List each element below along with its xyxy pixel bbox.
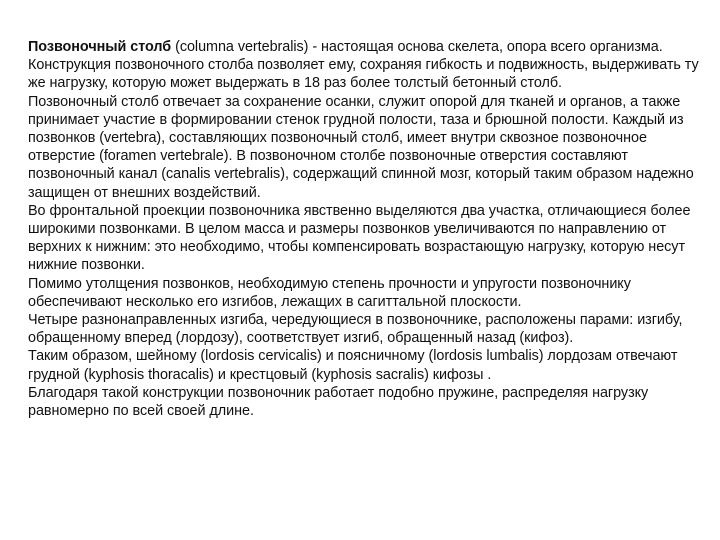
paragraph-intro-text: (columna vertebralis) - настоящая основа скелета, опора всего организма. Конструкция позвоночного столба позволяет ему, сохраняя гибкость и подвижность, выдерживать ту же нагрузку, которую может выдержать в 18 раз более толстый бетонный столб.	[28, 39, 699, 92]
term-spinal-column: Позвоночный столб	[28, 39, 172, 55]
paragraph-curves-strength: Помимо утолщения позвонков, необходимую степень прочности и упругости позвоночнику обеспечивают несколько его изгибов, лежащих в сагиттальной плоскости.	[28, 275, 631, 310]
document-text	[28, 38, 708, 420]
paragraph-four-curves: Четыре разнонаправленных изгиба, чередующиеся в позвоночнике, расположены парами: изгибу, обращенному вперед (лордозу), соответствует изгиб, обращенный назад (кифоз).	[28, 312, 683, 347]
paragraph-intro	[28, 38, 708, 93]
paragraph-lordosis-kyphosis: Таким образом, шейному (lordosis cervicalis) и поясничному (lordosis lumbalis) лордозам отвечают грудной (kyphosis thoracalis) и крестцовый (kyphosis sacralis) кифозы .	[28, 348, 678, 383]
paragraph-function: Позвоночный столб отвечает за сохранение осанки, служит опорой для тканей и органов, а также принимает участие в формировании стенок грудной полости, таза и брюшной полости. Каждый из позвонков (vertebra), составляющих позвоночный столб, имеет внутри сквозное позвоночное отверстие (foramen vertebrale). В позвоночном столбе позвоночные отверстия составляют позвоночный канал (canalis vertebralis), содержащий спинной мозг, который таким образом надежно защищен от внешних воздействий.	[28, 93, 694, 201]
paragraph-frontal-projection: Во фронтальной проекции позвоночника явственно выделяются два участка, отличающиеся более широкими позвонками. В целом масса и размеры позвонков увеличиваются по направлению от верхних к нижним: это необходимо, чтобы компенсировать возрастающую нагрузку, которую несут нижние позвонки.	[28, 202, 691, 274]
paragraph-spring: Благодаря такой конструкции позвоночник работает подобно пружине, распределяя нагрузку равномерно по всей своей длине.	[28, 384, 649, 420]
